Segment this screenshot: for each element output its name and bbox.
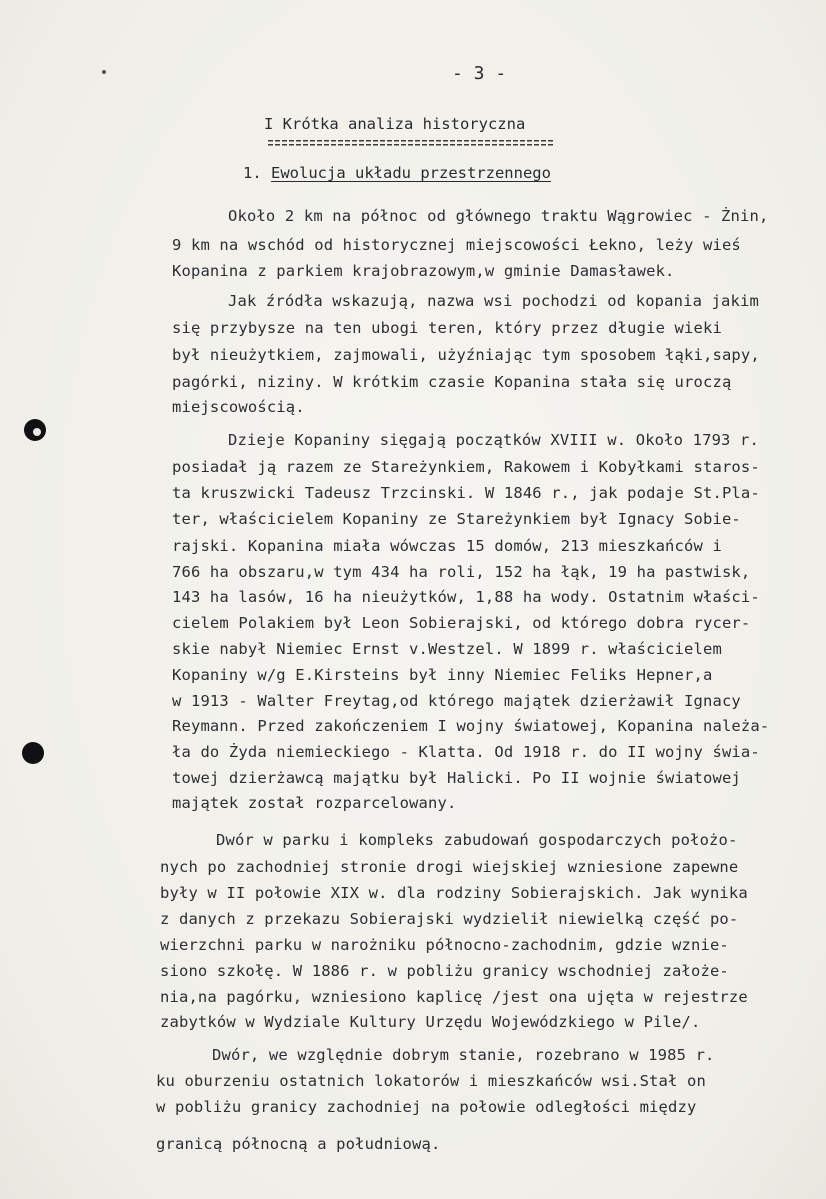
paper-speck — [102, 70, 106, 74]
page-title: I Krótka analiza historyczna — [264, 115, 526, 133]
text-line: się przybysze na ten ubogi teren, który przez długie wieki — [172, 319, 722, 337]
text-line: posiadał ją razem ze Stareżynkiem, Rakowem i Kobyłkami staros- — [172, 458, 760, 476]
text-line: cielem Polakiem był Leon Sobierajski, od którego dobra rycer- — [172, 614, 751, 632]
text-line: ku oburzeniu ostatnich lokatorów i mieszkańców wsi.Stał on — [156, 1072, 706, 1090]
text-line: Jak źródła wskazują, nazwa wsi pochodzi od kopania jakim — [228, 292, 759, 310]
text-line: zabytków w Wydziale Kultury Urzędu Wojewódzkiego w Pile/. — [160, 1013, 701, 1031]
text-line: ta kruszwicki Tadeusz Trzcinski. W 1846 r., jak podaje St.Pla- — [172, 484, 760, 502]
text-line: skie nabył Niemiec Ernst v.Westzel. W 1899 r. właścicielem — [172, 640, 722, 658]
text-line: 766 ha obszaru,w tym 434 ha roli, 152 ha łąk, 19 ha pastwisk, — [172, 563, 751, 581]
section-number: 1. — [243, 164, 262, 182]
text-line: Dwór w parku i kompleks zabudowań gospodarczych położo- — [216, 831, 738, 849]
title-double-rule — [268, 140, 554, 146]
text-line: Reymann. Przed zakończeniem I wojny światowej, Kopanina należa- — [172, 717, 770, 735]
text-line: Kopanina z parkiem krajobrazowym,w gminie Damasławek. — [172, 262, 675, 280]
text-line: 9 km na wschód od historycznej miejscowości Łekno, leży wieś — [172, 236, 741, 254]
text-line: 143 ha lasów, 16 ha nieużytków, 1,88 ha wody. Ostatnim właści- — [172, 588, 760, 606]
page-number: - 3 - — [452, 63, 507, 84]
text-line: Dwór, we względnie dobrym stanie, rozebrano w 1985 r. — [212, 1046, 715, 1064]
text-line: Kopaniny w/g E.Kirsteins był inny Niemiec Feliks Hepner,a — [172, 666, 713, 684]
text-line: nych po zachodniej stronie drogi wiejskiej wzniesione zapewne — [160, 858, 739, 876]
text-line: wierzchni parku w narożniku północno-zachodnim, gdzie wznie- — [160, 936, 729, 954]
text-line: majątek został rozparcelowany. — [172, 794, 457, 812]
text-line: w 1913 - Walter Freytag,od którego majątek dzierżawił Ignacy — [172, 692, 741, 710]
text-line: z danych z przekazu Sobierajski wydzielił niewielką część po- — [160, 910, 739, 928]
text-line: miejscowością. — [172, 398, 305, 416]
text-line: siono szkołę. W 1886 r. w pobliżu granicy wschodniej założe- — [160, 962, 729, 980]
text-line: Około 2 km na północ od głównego traktu Wągrowiec - Żnin, — [228, 207, 769, 225]
text-line: ła do Żyda niemieckiego - Klatta. Od 1918 r. do II wojny świa- — [172, 743, 760, 761]
section-heading — [243, 164, 551, 182]
text-line: były w II połowie XIX w. dla rodziny Sobierajskich. Jak wynika — [160, 884, 748, 902]
text-line: rajski. Kopanina miała wówczas 15 domów, 213 mieszkańców i — [172, 537, 722, 555]
text-line: w pobliżu granicy zachodniej na połowie odległości między — [156, 1098, 697, 1116]
text-line: towej dzierżawcą majątku był Halicki. Po II wojnie światowej — [172, 769, 741, 787]
text-line: pagórki, niziny. W krótkim czasie Kopanina stała się uroczą — [172, 373, 732, 391]
text-line: Dzieje Kopaniny sięgają początków XVIII w. Około 1793 r. — [228, 431, 759, 449]
punch-hole-bottom — [22, 742, 44, 764]
text-line: nia,na pagórku, wzniesiono kaplicę /jest ona ujęta w rejestrze — [160, 988, 748, 1006]
text-line: był nieużytkiem, zajmowali, użyźniając tym sposobem łąki,sapy, — [172, 346, 760, 364]
text-line: granicą północną a południową. — [156, 1135, 441, 1153]
punch-hole-top — [24, 419, 46, 441]
section-heading-text: Ewolucja układu przestrzennego — [271, 164, 551, 182]
text-line: ter, właścicielem Kopaniny ze Stareżynkiem był Ignacy Sobie- — [172, 510, 741, 528]
